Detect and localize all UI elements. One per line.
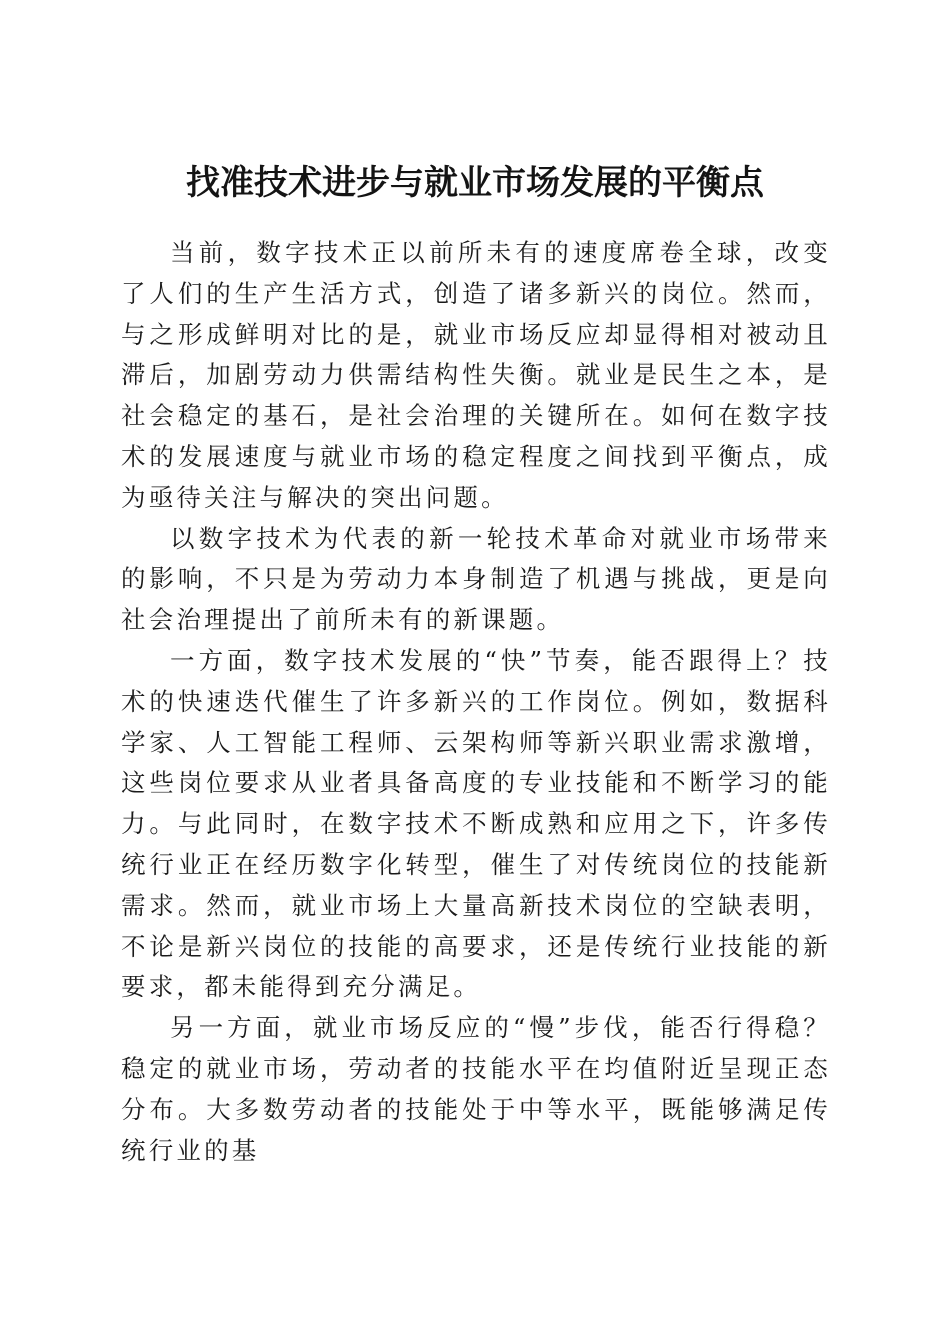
paragraph-3: 一方面，数字技术发展的“快”节奏，能否跟得上？技术的快速迭代催生了许多新兴的工作岗位。例如，数据科学家、人工智能工程师、云架构师等新兴职业需求激增，这些岗位要求从业者具备高度的专业技能和不断学习的能力。与此同时，在数字技术不断成熟和应用之下，许多传统行业正在经历数字化转型，催生了对传统岗位的技能新需求。然而，就业市场上大量高新技术岗位的空缺表明，不论是新兴岗位的技能的高要求，还是传统行业技能的新要求，都未能得到充分满足。 xyxy=(121,645,831,1002)
document-body xyxy=(121,233,831,1171)
paragraph-2: 以数字技术为代表的新一轮技术革命对就业市场带来的影响，不只是为劳动力本身制造了机遇与挑战，更是向社会治理提出了前所未有的新课题。 xyxy=(121,523,831,635)
document-title: 找准技术进步与就业市场发展的平衡点 xyxy=(186,162,764,203)
paragraph-4: 另一方面，就业市场反应的“慢”步伐，能否行得稳？稳定的就业市场，劳动者的技能水平在均值附近呈现正态分布。大多数劳动者的技能处于中等水平，既能够满足传统行业的基 xyxy=(121,1013,831,1165)
paragraph-1: 当前，数字技术正以前所未有的速度席卷全球，改变了人们的生产生活方式，创造了诸多新兴的岗位。然而，与之形成鲜明对比的是，就业市场反应却显得相对被动且滞后，加剧劳动力供需结构性失衡。就业是民生之本，是社会稳定的基石，是社会治理的关键所在。如何在数字技术的发展速度与就业市场的稳定程度之间找到平衡点，成为亟待关注与解决的突出问题。 xyxy=(121,238,831,512)
